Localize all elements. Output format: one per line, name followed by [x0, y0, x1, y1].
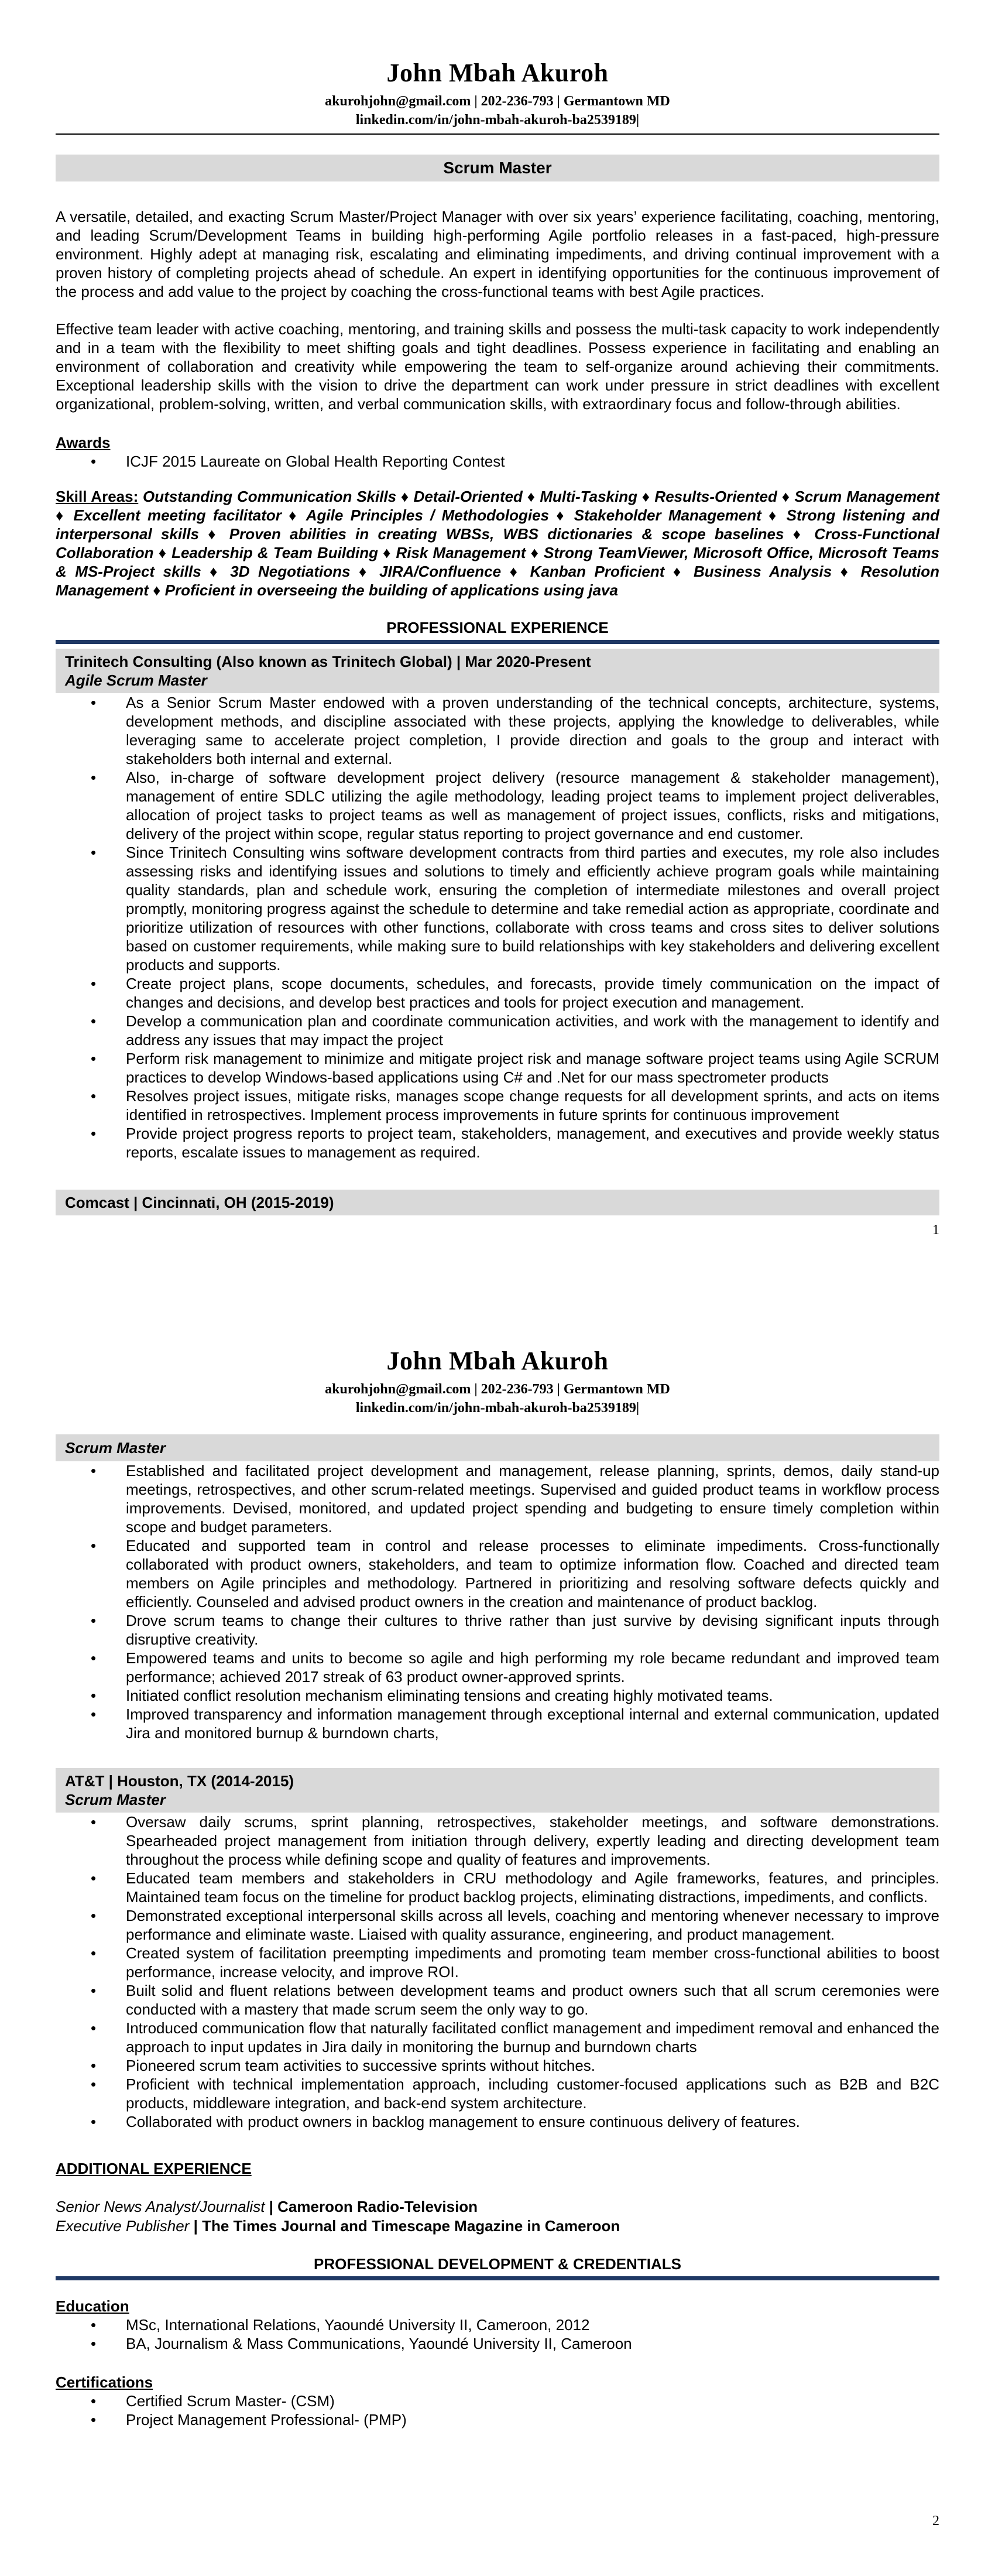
att-role: Scrum Master [65, 1791, 166, 1808]
experience-bullet: • Since Trinitech Consulting wins software development contracts from third parties and executes, my role also includes assessing risks and identifying issues and solutions to timely and efficiently achieve program goals while maintaining quality standards, plan and schedule work, ensuring the completion of intermediate milestones and overall project promptly, monitoring progress against the schedule to determine and take remedial action as appropriate, coordinate and prioritize utilization of resources with other functions, collaborate with cross teams and cross sites to deliver solutions based on customer requirements, while making sure to build relationships with key stakeholders and delivering excellent products and supports. [91, 843, 939, 974]
experience-bullet: • Provide project progress reports to project team, stakeholders, management, and executives and provide weekly status reports, escalate issues to management as required. [91, 1124, 939, 1162]
experience-bullet: • Collaborated with product owners in backlog management to ensure continuous delivery of features. [91, 2112, 939, 2131]
summary-paragraph-1: A versatile, detailed, and exacting Scrum Master/Project Manager with over six years’ experience facilitating, coaching, mentoring, and leading Scrum/Development Teams in building high-performing Agile portfolio releases in a fast-paced, high-pressure environment. Highly adept at managing risk, escalating and eliminating impediments, and driving continual improvement with a proven history of completing projects ahead of schedule. An expert in identifying opportunities for the continuous improvement of the process and add value to the project by coaching the cross-functional teams with best Agile practices. [56, 208, 939, 300]
credentials-heading: PROFESSIONAL DEVELOPMENT & CREDENTIALS [314, 2255, 681, 2273]
title-banner: Scrum Master [56, 155, 939, 181]
experience-bullet: • Pioneered scrum team activities to successive sprints without hitches. [91, 2056, 939, 2075]
certifications-list [56, 2392, 939, 2429]
att-banner [56, 1768, 939, 1813]
att-bullets [56, 1813, 939, 2131]
additional-roles [56, 2197, 939, 2236]
role-title: Senior News Analyst/Journalist [56, 2198, 265, 2215]
page-number-2: 2 [932, 2513, 939, 2529]
comcast-bullets [56, 1461, 939, 1742]
trinitech-banner [56, 649, 939, 693]
education-item: • BA, Journalism & Mass Communications, Yaoundé University II, Cameroon [91, 2334, 939, 2353]
candidate-name: John Mbah Akuroh [386, 1347, 609, 1375]
role-organization: Cameroon Radio-Television [277, 2198, 478, 2215]
experience-bullet: • Also, in-charge of software development project delivery (resource management & stakeholder management), management of entire SDLC utilizing the agile methodology, leading project teams to implement project deliverables, allocation of project tasks to project teams as well as management of project issues, conflicts, risks and mitigations, delivery of the project within scope, regular status reporting to project governance and end customer. [91, 768, 939, 843]
linkedin-url: linkedin.com/in/john-mbah-akuroh-ba2539189| [355, 112, 640, 128]
experience-bullet: • Perform risk management to minimize and mitigate project risk and manage software project teams using Agile SCRUM practices to develop Windows-based applications using C# and .Net for our mass spectrometer products [91, 1049, 939, 1087]
award-item: • ICJF 2015 Laureate on Global Health Reporting Contest [91, 452, 939, 471]
additional-role-line [56, 2197, 939, 2217]
candidate-name: John Mbah Akuroh [386, 59, 609, 87]
att-company-line: AT&T | Houston, TX (2014-2015) [65, 1772, 294, 1790]
additional-role-line [56, 2217, 939, 2236]
resume-page-2 [0, 1288, 995, 2576]
experience-bullet: • Created system of facilitation preempting impediments and promoting team member cross-functional abilities to boost performance, increase velocity, and improve ROI. [91, 1944, 939, 1981]
skill-areas [56, 487, 939, 600]
certification-item: • Certified Scrum Master- (CSM) [91, 2392, 939, 2410]
skill-areas-value: Outstanding Communication Skills ♦ Detail-Oriented ♦ Multi-Tasking ♦ Results-Oriented ♦ Scrum Management ♦ Excellent meeting facilitator ♦ Agile Principles / Methodologies ♦ Stakeholder Management ♦ Strong listening and interpersonal skills ♦ Proven abilities in creating WBSs, WBS dictionaries & scope baselines ♦ Cross-Functional Collaboration ♦ Leadership & Team Building ♦ Risk Management ♦ Strong TeamViewer, Microsoft Office, Microsoft Teams & MS-Project skills ♦ 3D Negotiations ♦ JIRA/Confluence ♦ Kanban Proficient ♦ Business Analysis ♦ Resolution Management ♦ Proficient in overseeing the building of applications using java [56, 488, 939, 599]
linkedin-url: linkedin.com/in/john-mbah-akuroh-ba2539189| [355, 1400, 640, 1416]
trinitech-role: Agile Scrum Master [65, 672, 207, 689]
role-organization: The Times Journal and Timescape Magazine in Cameroon [202, 2217, 620, 2235]
education-list [56, 2315, 939, 2353]
experience-bullet: • Demonstrated exceptional interpersonal skills across all levels, coaching and mentoring whenever necessary to improve performance and eliminate waste. Liaised with quality assurance, engineering, and product management. [91, 1906, 939, 1944]
experience-bullet: • Drove scrum teams to change their cultures to thrive rather than just survive by devising significant inputs through disruptive creativity. [91, 1611, 939, 1649]
experience-bullet: • Educated team members and stakeholders in CRU methodology and Agile frameworks, features, and principles. Maintained team focus on the timeline for product backlog projects, eliminating distractions, impediments, and conflicts. [91, 1869, 939, 1906]
header-divider [56, 133, 939, 135]
experience-bullet: • Create project plans, scope documents, schedules, and forecasts, provide timely communication on the impact of changes and decisions, and develop best practices and tools for project execution and management. [91, 974, 939, 1012]
experience-bullet: • Initiated conflict resolution mechanism eliminating tensions and creating highly motivated teams. [91, 1686, 939, 1705]
experience-bullet: • Established and facilitated project development and management, release planning, sprints, demos, daily stand-up meetings, retrospectives, and other scrum-related meetings. Supervised and guided product teams in workflow process improvements. Devised, monitored, and updated project spending and budgeting to ensure timely completion within scope and budget parameters. [91, 1461, 939, 1536]
role-separator: | [265, 2198, 278, 2215]
awards-list [56, 452, 939, 471]
experience-bullet: • Introduced communication flow that naturally facilitated conflict management and impediment removal and enhanced the approach to input updates in Jira daily in monitoring the burnup and burndown charts [91, 2019, 939, 2056]
experience-bullet: • Improved transparency and information management through exceptional internal and external communication, updated Jira and monitored burnup & burndown charts, [91, 1705, 939, 1742]
experience-bullet: • Empowered teams and units to become so agile and high performing my role became redundant and improved team performance; achieved 2017 streak of 63 product owner-approved sprints. [91, 1649, 939, 1686]
contact-info: akurohjohn@gmail.com | 202-236-793 | Germantown MD [325, 1382, 670, 1397]
certifications-heading: Certifications [56, 2373, 153, 2391]
professional-experience-heading: PROFESSIONAL EXPERIENCE [386, 619, 609, 636]
section-divider [56, 640, 939, 644]
experience-bullet: • Oversaw daily scrums, sprint planning, retrospectives, stakeholder meetings, and software demonstrations. Spearheaded project management from initiation through delivery, expertly leading and directing development team throughout the process while defining scope and quality of features and improvements. [91, 1813, 939, 1869]
additional-experience-heading: ADDITIONAL EXPERIENCE [56, 2160, 252, 2177]
section-divider [56, 2276, 939, 2280]
experience-bullet: • As a Senior Scrum Master endowed with a proven understanding of the technical concepts, architecture, systems, development methods, and discipline associated with these projects, applying the knowledge to deliverables, while leveraging same to accelerate project completion, I provide direction and goals to the group and interact with stakeholders both internal and external. [91, 693, 939, 768]
contact-info: akurohjohn@gmail.com | 202-236-793 | Germantown MD [325, 94, 670, 109]
experience-bullet: • Proficient with technical implementation approach, including customer-focused applications such as B2B and B2C products, middleware integration, and back-end system architecture. [91, 2075, 939, 2112]
summary-paragraph-2: Effective team leader with active coaching, mentoring, and training skills and possess the multi-task capacity to work independently and in a team with the flexibility to meet shifting goals and tight deadlines. Possess experience in facilitating and enabling an environment of collaboration and creativity while empowering the team to self-organize around achieving their commitments. Exceptional leadership skills with the vision to drive the department can work under pressure in strict deadlines with excellent organizational, problem-solving, written, and verbal communication skills, with extraordinary focus and follow-through abilities. [56, 320, 939, 413]
experience-bullet: • Resolves project issues, mitigate risks, manages scope change requests for all development sprints, and acts on items identified in retrospectives. Implement process improvements in future sprints for continuous improvement [91, 1087, 939, 1124]
trinitech-company-line: Trinitech Consulting (Also known as Trinitech Global) | Mar 2020-Present [65, 653, 591, 670]
role-separator: | [189, 2217, 203, 2235]
trinitech-bullets [56, 693, 939, 1162]
role-title: Executive Publisher [56, 2217, 190, 2235]
experience-bullet: • Built solid and fluent relations between development teams and product owners such that all scrum ceremonies were conducted with a mastery that made scrum seem the only way to go. [91, 1981, 939, 2019]
certification-item: • Project Management Professional- (PMP) [91, 2410, 939, 2429]
comcast-banner: Comcast | Cincinnati, OH (2015-2019) [56, 1190, 939, 1215]
experience-bullet: • Educated and supported team in control and release processes to eliminate impediments. Cross-functionally collaborated with product owners, stakeholders, and team to optimize information flow. Coached and directed team members on Agile principles and methodology. Partnered in prioritizing and resolving software defects quickly and efficiently. Counseled and advised product owners in the creation and maintenance of product backlog. [91, 1536, 939, 1611]
comcast-role-banner: Scrum Master [56, 1434, 939, 1461]
page-number-1: 1 [932, 1222, 939, 1238]
awards-heading: Awards [56, 434, 111, 451]
education-item: • MSc, International Relations, Yaoundé University II, Cameroon, 2012 [91, 2315, 939, 2334]
education-heading: Education [56, 2297, 129, 2315]
experience-bullet: • Develop a communication plan and coordinate communication activities, and work with the management to identify and address any issues that may impact the project [91, 1012, 939, 1049]
skill-areas-label: Skill Areas: [56, 488, 139, 505]
